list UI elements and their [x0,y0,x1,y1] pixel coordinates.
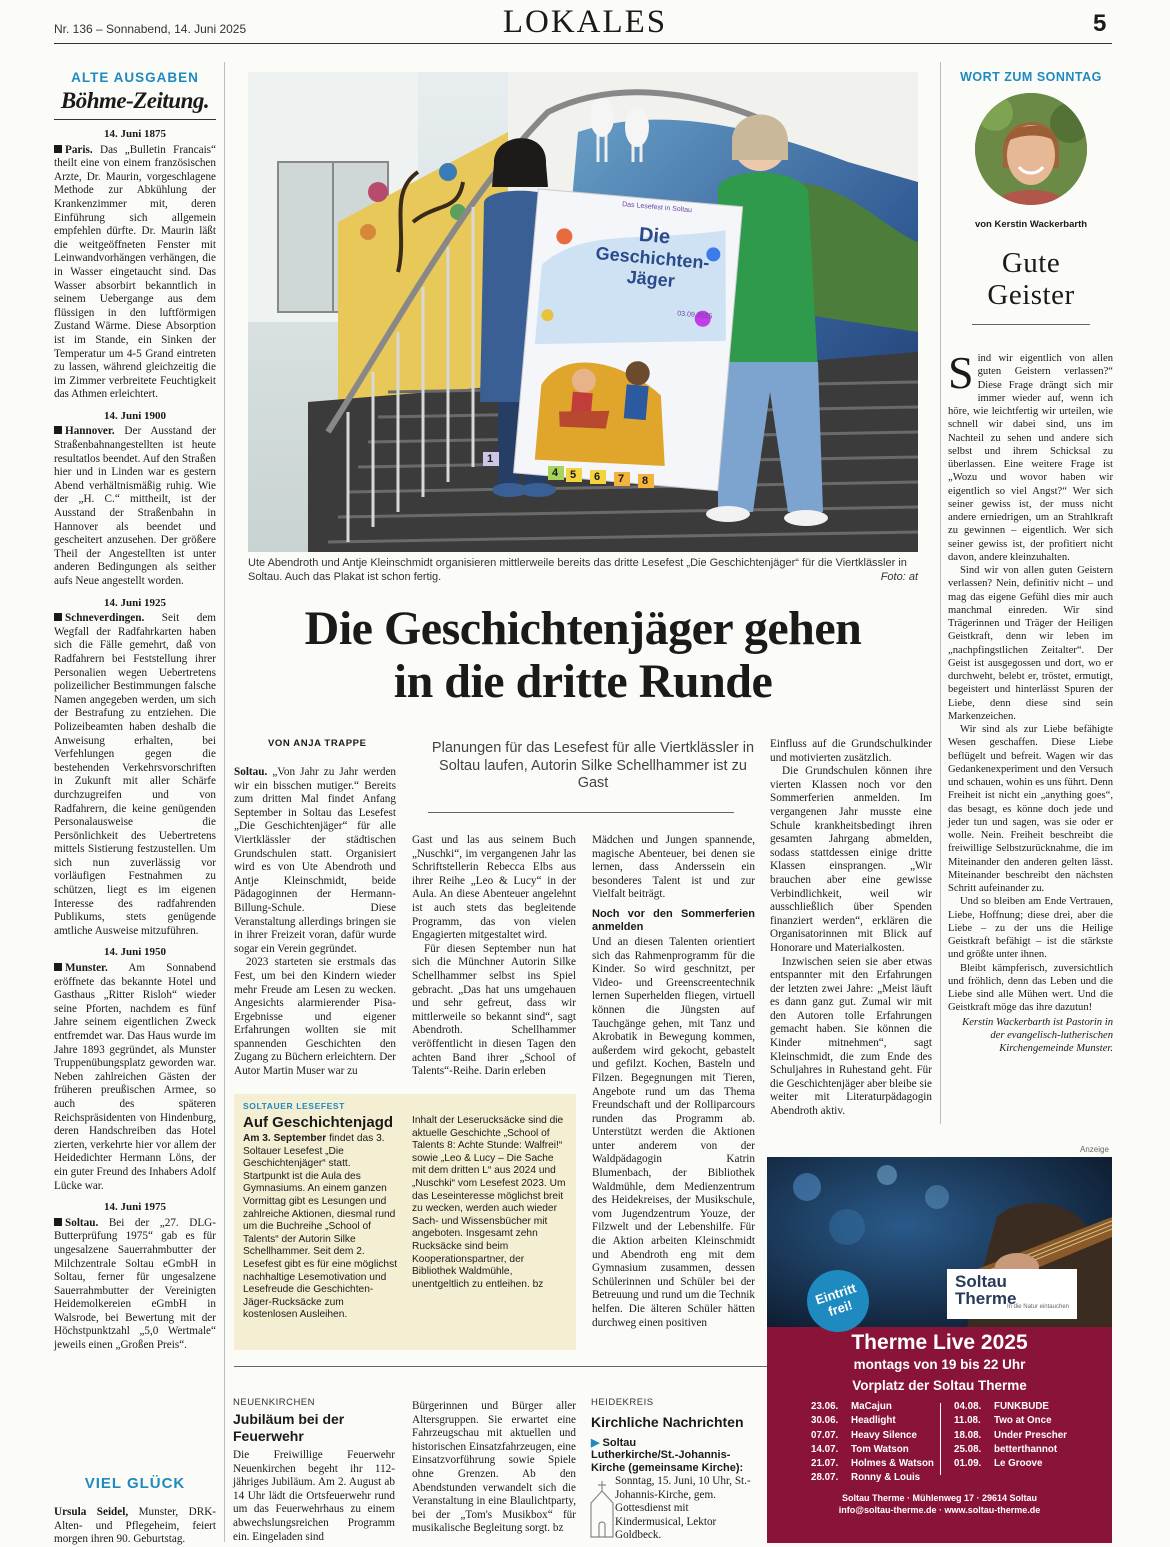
advertisement[interactable] [767,1157,1112,1543]
concert-row [954,1429,1094,1443]
concert-row [954,1443,1094,1457]
old-entry [54,597,216,939]
info-box [234,1094,576,1350]
info-kicker: SOLTAUER LESEFEST [243,1101,345,1111]
headline-line-1: Die Geschichtenjäger gehen [304,602,862,655]
entry-place: Hannover. [65,425,115,438]
old-entry [54,410,216,589]
concert-row [811,1471,937,1485]
paragraph: „Von Jahr zu Jahr werden wir ein bisschen mutiger.“ Bereits zum dritten Mal findet Anfang September in Soltau das Lesefest „Die Geschichtenjäger“ für alle Viertklässler der städtischen Grundschulen statt. Organisiert wird es von Ute Abendroth und Antje Kleinschmidt, beide Pädagoginnen der Hermann-Billung-Schule. Diese Veranstaltung allerdings bringen sie in ihrer Freizeit voran, dafür wurde sogar ein Verein gegründet. [234,766,396,955]
church-text: Sonntag, 15. Juni, 10 Uhr, St.-Johannis-Kirche, gem. Gottesdienst mit Kindermusical, Lektor Goldbeck. [615,1475,751,1542]
concert-row [954,1414,1094,1428]
paragraph: Einfluss auf die Grundschulkinder und motivierten zusätzlich. [770,738,932,764]
entry-date: 14. Juni 1900 [103,409,167,422]
logo-line-2: Therme [955,1289,1017,1308]
paragraph: Inzwischen seien sie aber etwas entspannter mit den Erfahrungen der letzten zwei Jahre: „Meist läuft es dann ganz gut. Zumal wir mit den Autoren tolle Erfahrungen gemacht haben. Sie können die Kinder mitnehmen“, sagt Kleinschmidt, die zum Ende des Schuljahres in Ruhestand geht. Für die Geschichtenjäger aber bleibe sie weiter mit Literaturpädagogin Abendroth aktiv. [770,955,932,1118]
entry-place: Schneverdingen. [65,612,145,625]
poster-title-3: Jäger [625,266,676,291]
info-title: Auf Geschichtenjagd [243,1114,394,1131]
article-column-2 [412,834,576,1079]
info-text: findet das 3. Soltauer Lesefest „Die Geschichtenjäger“ statt. Startpunkt ist die Aula des Gymnasiums. An einem ganzen Vormittag gibt es Lesungen und zahlreiche Aktionen, diesmal rund um die Buchreihe „School of Talents“ der Autorin Silke Schellhammer. Seit dem 2. Lesefest gibt es für eine möglichst nachhaltige Lesemotivation und Lesefreude die Geschichten-Jäger-Rucksäcke zum kostenlosen Ausleihen. [243,1133,398,1321]
paragraph: Und an diesen Talenten orientiert sich das Rahmenprogramm für die Kinder. So wird geschnitzt, per Video- und Greenscreentechnik lernen Superhelden fliegen, virtuell können die Jüngsten auf Tauchgänge gehen, mit Tanz und Akrobatik in Bewegung kommen, außerdem wird gekocht, gebastelt und gefilzt. Kochen, Basteln und Filzen. Begegnungen mit Tieren, Angebote rund um das Thema Freundschaft und der Rolliparcours runden das Programm ab. Unterstützt werden die Aktionen unter anderem von der Waldpädagogin Katrin Blumenbach, der Bibliothek Waldmühle, dem Medienzentrum des Heidekreises, der Musikschule, vom Jugendzentrum Youze, der Filzwelt und der Lebenshilfe. Für die Aktion arbeiten Kleinschmidt und Abendroth eng mit dem Gymnasium zusammen, dessen Schülerinnen und Schüler bei der Betreuung und rund um die Technik helfen. Die älteren Schüler hätten durchweg einen positiven [592,935,755,1329]
author-note: Kerstin Wackerbarth ist Pastorin in der evangelisch-lutherischen Kirchengemeinde Munster. [962,1016,1113,1054]
portrait-illustration [975,93,1087,205]
concert-band: Tom Watson [851,1443,909,1455]
step-number: 4 [552,467,559,479]
old-editions-kicker: ALTE AUSGABEN [71,70,199,85]
paragraph: 2023 starteten sie erstmals das Fest, um bei den Kindern wieder mehr Freude am Lesen zu wecken. Angesichts alarmierender Pisa-Ergebnisse und eigener Erfahrungen wollten sie mit spannenden Geschichten den Zugang zu Büchern erleichtern. Der Autor Martin Muser war zu [234,956,396,1078]
photo-caption [248,557,918,584]
sunday-word-column [948,70,1114,325]
info-lead: Am 3. September [243,1133,327,1144]
bullet-square [54,426,62,434]
article-teaser: Planungen für das Lesefest für alle Viertklässler in Soltau laufen, Autorin Silke Schellhammer ist zu Gast [431,740,755,791]
photo-illustration [248,72,918,552]
concert-dates-right [954,1400,1094,1471]
fire-brigade-article [233,1397,395,1544]
entry-text: Am Sonnabend eröffnete das bekannte Hotel und Gasthaus „Ritter Risloh“ wieder seine Pforten, nachdem es fünf Jahre seinem eigentlichen Zweck entfremdet war. Das Haus wurde im Jahre 1893 gegründet, als Munster Truppenübungsplatz geworden war. Neben zahlreichen Gästen der früheren preußischen Armee, so auch des späteren Reichspräsidenten von Hindenburg, deren Handschreiben das Hotel zierten, verkehrte hier vor allem der Heidedichter Hermann Löns, der ein guter Freund des Inhabers Adolf Lücke war. [54,962,216,1192]
arrow-icon: ▶ [591,1437,600,1449]
ad-line-1: montags von 19 bis 22 Uhr [853,1357,1026,1372]
ad-title: Therme Live 2025 [851,1331,1028,1354]
concert-band: Under Prescher [994,1429,1067,1441]
bullet-square [54,613,62,621]
entry-date: 14. Juni 1875 [103,128,167,140]
column-divider [224,62,225,1542]
therme-logo [947,1269,1077,1319]
logo-tagline: In die Natur eintauchen [1006,1304,1069,1310]
fire-text-1: Die Freiwillige Feuerwehr Neuenkirchen begeht ihr 112-jähriges Jubiläum. Am 2. August ab 14 Uhr lädt die Ortsfeuerwehr rund um das Feuerwehrhaus zu einem abwechslungsreichen Programm ein. Eingeladen sind [233,1449,395,1543]
entry-text: Seit dem Wegfall der Radfahrkarten haben sich die Fälle gemehrt, daß von Radfahrern bei Feststellung ihrer Personalien wegen Uebertretens polizeilicher Bestimmungen falsche Namen angegeben werden, um sich der Bestrafung zu entziehen. Die Polizeibeamten haben deshalb die Anweisung erhalten, bei Verfehlungen gegen die bestehenden Verkehrsvorschriften in Zukunft mit aller Schärfe durchzugreifen und von Radfahrern, die keine genügenden Personalausweise die Persönlichkeit des Uebertretens mittels Sistierung festzustellen. Um sich nun zuverlässig vor vorläufigen Festnahmen zu schützen, liegt es im eigenen Interesse des radfahrenden Publikums, stets genügende amtliche Ausweise mitzuführen. [54,612,216,937]
bullet-square [54,145,62,153]
bullet-square [54,963,62,971]
paragraph: Gast und las aus seinem Buch „Nuschki“, im vergangenen Jahr las Schriftstellerin Rebecca Elbs aus ihrer Reihe „Leo & Lucy“ in der Aula. An diese Abenteuer angelehnt ist auch stets das begleitende Programm, das von vielen Engagierten mitgestaltet wird. [412,834,576,942]
entry-place: Paris. [65,143,93,156]
concert-date: 25.08. [954,1443,982,1455]
poster-title-1: Die [638,223,672,249]
info-col-1 [243,1133,398,1322]
poster-date: 03.09.2025 [677,310,713,321]
section-title: LOKALES [502,4,668,40]
fire-title: Jubiläum bei der Feuerwehr [233,1411,345,1444]
entry-text: Der Ausstand der Straßenbahnangestellten ist heute resultatlos beendet. Auf den Straßen hier und in Linden war es gestern Abend verhältnismäßig ruhig. Wie der „H. C.“ mittheilt, ist der Ausstand der Straßenbahn in Hannover als beendet und gescheitert anzusehen. Der größere Theil der Angestellten ist unter anderen Bedingungen als seither aufs Neue angestellt worden. [54,425,216,587]
article-column-1 [234,766,396,1079]
concert-date: 14.07. [811,1443,839,1455]
free-entry-badge: Eintritt frei! [799,1262,877,1340]
column-divider [940,62,941,1124]
masthead-logo: Böhme-Zeitung. [60,88,210,113]
step-number: 5 [570,469,577,481]
article-headline [236,602,930,708]
concert-date: 30.06. [811,1415,839,1427]
dropcap: S [948,347,974,398]
concert-date: 07.07. [811,1429,839,1441]
entry-place: Munster. [65,962,108,975]
teaser-rule [428,812,734,813]
concert-date: 23.06. [811,1401,839,1412]
paragraph: Bleibt kämpferisch, zuversichtlich und fröhlich, denn das Leben und die Liebe sind alle Mühen wert. Und die Geistkraft möge das ihre dazutun! [948,962,1113,1014]
church-place: Soltau [602,1437,637,1449]
title-line-1: Gute [1001,247,1061,279]
concert-date: 21.07. [811,1458,839,1470]
concert-row [811,1414,937,1428]
poster [565,197,739,322]
title-rule [972,324,1090,325]
subheading: Noch vor den Sommerferien anmelden [592,907,755,933]
concert-band: Two at Once [994,1415,1052,1427]
concert-band: Heavy Silence [851,1429,917,1441]
concert-band: Le Groove [994,1458,1043,1470]
concert-date: 11.08. [954,1415,981,1427]
birthday-text: Munster, DRK-Alten- und Pflegeheim, feiert morgen ihren 90. Geburtstag. [54,1506,217,1546]
paragraph: Die Grundschulen können ihre vierten Klassen noch vor den Sommerferien anmelden. Im vergangenen Jahr musste eine Schule krankheitsbedingt ihren gesamten Jahrgang abmelden, sodass stattdessen einige dritte Klassen einsprangen. „Wir brauchen aber eine gewisse Verbindlichkeit, weil wir ausschließlich über Spenden finanziert werden“, erklären die Organisatorinnen mit Blick auf Honorare und Materialkosten. [770,765,932,954]
concert-row [954,1457,1094,1471]
photo-credit: Foto: at [880,570,918,583]
birthday-name: Ursula Seidel, [54,1506,129,1518]
old-entry [54,946,216,1193]
entry-date: 14. Juni 1975 [103,1201,167,1214]
info-col-2: Inhalt der Leserucksäcke sind die aktuelle Geschichte „School of Talents 8: Achte Stunde: Walfrei!“ sowie „Leo & Lucy – Die Sache mit dem dritten L“ aus 2024 und „Nuschki“ vom Lesefest 2023. Um das Leseinteresse möglichst breit zu wecken, werden auch wieder Sach- und Wissensbücher mit angeboten. Insgesamt zehn Rucksäcke sind beim Kooperationspartner, der Bibliothek Waldmühle, unentgeltlich zu entleihen. bz [412,1115,566,1290]
dateline: Soltau. [234,766,268,778]
paragraph: Für diesen September nun hat sich die Münchner Autorin Silke Schellhammer selbst ins Spiel gebracht. „Das hat uns umgehauen und sehr gefreut, dass wir mittlerweile so bekannt sind“, sagt Abendroth. Schellhammer veröffentlicht in diesen Tagen den achten Band ihrer „School of Talents“-Reihe. Darin erleben [412,942,576,1078]
ad-contact[interactable]: info@soltau-therme.de · www.soltau-therme.de [838,1505,1041,1515]
ad-address: Soltau Therme · Mühlenweg 17 · 29614 Soltau [841,1493,1038,1503]
ad-label: Anzeige [1080,1145,1109,1154]
paragraph: Wir sind als zur Liebe befähigte Wesen geschaffen. Diese Liebe beflügelt und befreit. Wagen wir das Gedankenexperiment und den Versuch und schauen, wohin es uns führt. Denn Freiheit ist nicht ein „anything goes“, das besagt, es könne doch jede und jeder tun und sagen, was sie oder er wolle. Nein. Freiheit beschreibt die freiwillige Selbstzurücknahme, die im Miteinander den anderen gelten lässt. Miteinander beschreibt den nächsten Schritt aufeinander zu. [948,724,1113,894]
concert-dates-left [811,1400,937,1486]
concert-row [954,1400,1094,1414]
paragraph: Mädchen und Jungen spannende, magische Abenteuer, bei denen sie lernen, dass Anderssein ein besonderes Talent ist und zur Vielfalt beiträgt. [592,834,755,901]
sunday-title [948,247,1114,311]
concert-band: Headlight [851,1415,896,1427]
entry-place: Soltau. [65,1216,99,1229]
concert-band: betterthannot [994,1443,1058,1455]
poster-title-2: Geschichten- [594,243,711,273]
fire-kicker: NEUENKIRCHEN [233,1397,316,1408]
step-number: 8 [642,475,649,487]
church-name: Lutherkirche/St.-Johannis-Kirche (gemeinsame Kirche): [591,1449,744,1474]
dates-divider [940,1403,941,1475]
entry-text: Das „Bulletin Francais“ theilt eine von einem französischen Arzte, Dr. Maurin, vorgeschlagene Methode zur Abkühlung der Krankenzimmer mit, deren Einführung sich allgemein empfehlen dürfte. Dr. Maurin läßt die weitgeöffneten Fenster mit Leinwandvorhängen verhängen, die in Wasser eingetaucht sind. Das Wasser absorbirt bekanntlich in seinem Uebergange aus dem flüssigen in den luftförmigen Zustand Wärme. Diese Absorption ist im Stande, ein Sinken der Temperatur um 4-5 Grand eintreten zu lassen, während gleichzeitig die im Zimmer verbreitete Feuchtigkeit das Athmen erleichtert. [54,143,217,401]
paragraph: Sind wir von allen guten Geistern verlassen? Nein, definitiv nicht – und mag das eigene Gefühl dies mir auch manchmal einreden. Wir sind Trägerinnen und Träger der Heiligen Geistkraft, denn wir leben im „nachpfingstlichen Zeitalter“. Der Geist ist ausgegossen und dort, wo er durchweht, belebt er, tröstet, ermutigt, begeistert und hinterlässt Spuren der Liebe, denn diese sind sein Markenzeichen. [948,565,1113,722]
fire-text-2: Bürgerinnen und Bürger aller Altersgruppen. Sie erwartet eine Fahrzeugschau mit aktuellen und historischen Einsatzfahrzeugen, eine Einsatzvorführung sowie Spiele ohne Grenzen. Ab den Abendstunden verwandelt sich die Veranstaltung in eine Blaulichtparty, bei der „Tom's Musikbox“ für musikalische Begleitung sorgt. bz [412,1400,576,1535]
concert-row [811,1457,937,1471]
old-editions-column [54,70,216,1353]
sunday-kicker: WORT ZUM SONNTAG [960,70,1102,84]
concert-band: Holmes & Watson [851,1458,934,1470]
headline-line-2: in die dritte Runde [393,655,773,708]
church-kicker: HEIDEKREIS [591,1397,654,1408]
caption-text: Ute Abendroth und Antje Kleinschmidt organisieren mittlerweile bereits das dritte Lesefest „Die Geschichtenjäger“ für die Viertklässler in Soltau. Auch das Plakat ist schon fertig. [248,557,907,583]
poster-kicker: Das Lesefest in Soltau [621,201,693,215]
paragraph: ind wir eigentlich von allen guten Geistern verlassen?“ Diese Frage drängt sich mir immer wieder auf, wenn ich höre, wie leichtfertig wir urteilen, wie schnell wir dabei sind, uns im Nachteil zu sehen und andere sich selbst und ihrem Schicksal zu überlassen. Eine weitere Frage ist „Wozu und wovor haben wir eigentlich so viel Angst?“ Wer sich seiner gewiss ist, der muss nicht andere erniedrigen, um an Strahlkraft zu gewinnen – eigentlich. Wer sich seiner gewiss ist, der profitiert nicht davon, andere kleinzuhalten. [948,353,1113,563]
concert-band: MaCajun [851,1401,892,1412]
church-icon [587,1479,617,1539]
concert-date: 18.08. [954,1429,982,1441]
concert-row [811,1400,937,1414]
article-column-4 [770,738,932,1119]
title-line-2: Geister [987,279,1075,311]
author-line: von Kerstin Wackerbarth [974,219,1088,230]
old-entry [54,1201,216,1353]
logo-line-1: Soltau [955,1272,1007,1291]
concert-date: 01.09. [954,1458,982,1470]
old-entry [54,128,216,402]
issue-line: Nr. 136 – Sonnabend, 14. Juni 2025 [54,22,247,36]
lead-photo [248,72,918,552]
step-number: 1 [487,453,494,465]
author-avatar [975,93,1087,205]
entry-date: 14. Juni 1950 [103,946,167,959]
birthday-box [54,1475,216,1547]
header-rule [54,43,1112,44]
bullet-square [54,1218,62,1226]
ad-line-2: Vorplatz der Soltau Therme [852,1378,1027,1393]
church-title: Kirchliche Nachrichten [591,1414,744,1430]
byline: VON ANJA TRAPPE [268,738,367,749]
birthday-kicker: VIEL GLÜCK [84,1475,186,1492]
entry-date: 14. Juni 1925 [103,596,167,609]
concert-date: 04.08. [954,1401,982,1412]
concert-row [811,1443,937,1457]
paragraph: Und so bleiben am Ende Vertrauen, Liebe, Hoffnung; diese drei, aber die Liebe – zu der uns die Heilige Geistkraft befähigt – ist die stärkste und größte unter ihnen. [948,896,1113,961]
sunday-text [948,347,1113,1055]
church-news [591,1397,756,1543]
concert-date: 28.07. [811,1472,839,1484]
masthead-rule [54,119,216,120]
step-number: 6 [594,471,601,483]
step-number: 7 [618,473,625,485]
concert-band: FUNKBUDE [994,1401,1049,1412]
concert-band: Ronny & Louis [851,1472,921,1484]
concert-row [811,1429,937,1443]
article-column-3 [592,834,755,1330]
page-number: 5 [1093,10,1107,37]
entry-text: Bei der „27. DLG-Butterprüfung 1975“ gab es für ungesalzene Sauerrahmbutter der Milchzentrale Soltau eGmbH in Soltau, ferner für ungesalzene Sauerrahmbutter der Vereinigten Heidemolkereien eGmbH in Walsrode, bei Bewertung mit der Höchstpunktzahl „5,0 Wertmale“ jeweils einen „Großen Preis“. [54,1216,216,1352]
